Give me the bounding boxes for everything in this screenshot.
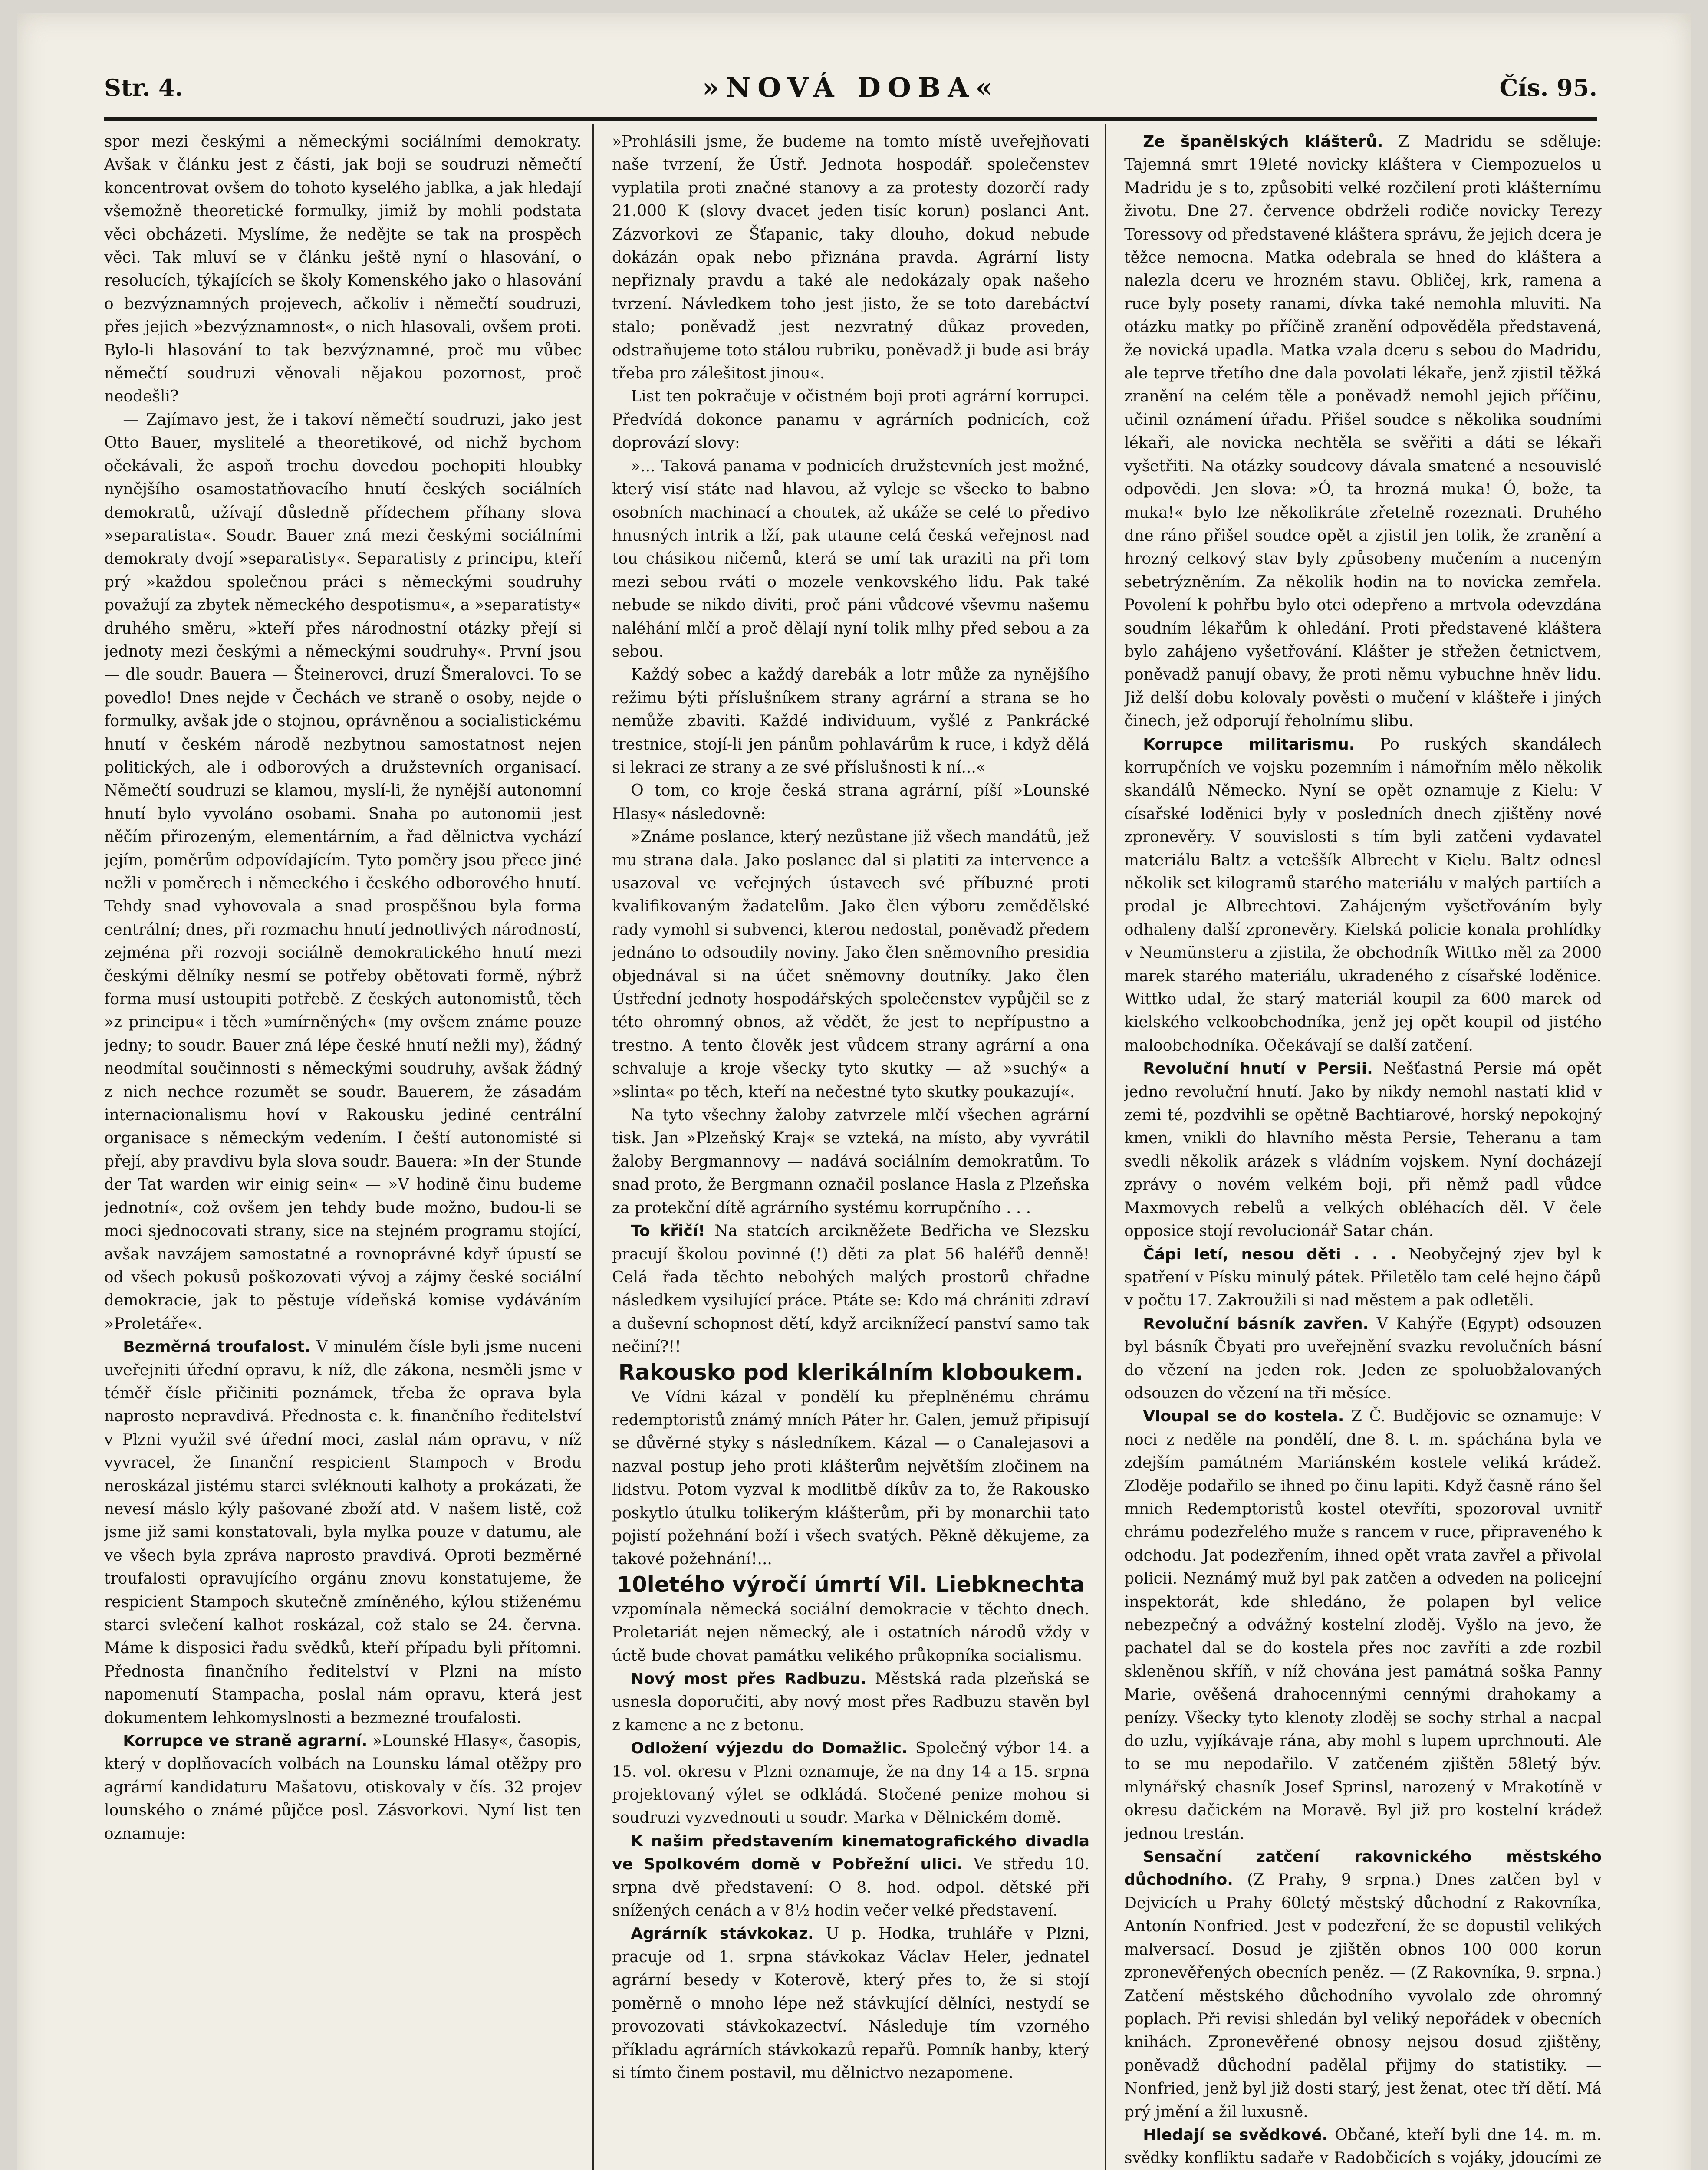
article-paragraph: List ten pokračuje v očistném boji proti agrární korrupci. Předvídá dokonce panamu v agrárních podnicích, což doprovází slovy: bbox=[612, 388, 1089, 452]
article-text: Z Madridu se sděluje: Tajemná smrt 19leté novicky kláštera v Ciempozuelos u Madridu je s to, způsobiti velké rozčilení proti klášternímu životu. Dne 27. července obdrželi rodiče novicky Terezy Toressovy od představené kláštera správu, že jejich dcera je těžce nemocna. Matka odebrala se hned do kláštera a nalezla dceru ve hrozném stavu. Obličej, krk, ramena a ruce byly posety ranami, dívka také nemohla mluviti. Na otázku matky po příčině zranění odpověděla představená, že novická upadla. Matka vzala dceru s sebou do Madridu, ale teprve třetího dne dala povolati lékaře, jenž zjistil těžká zranění na celém těle a poněvadž nemohl jejich příčinu, učinil oznámení úřadu. Přišel soudce s několika soudními lékaři, ale novicka nechtěla se svěřiti a dáti se lékaři vyšetřiti. Na otázky soudcovy dávala smatené a nesouvislé odpovědi. Jen slova: »Ó, ta hrozná muka! Ó, bože, ta muka!« bylo lze několikráte zřetelně rozeznati. Druhého dne ráno přišel soudce opět a zjistil jen tolik, že zranění a hrozný celkový stav byly způsobeny mučením a nuceným sebetrýzněním. Za několik hodin na to novicka zemřela. Povolení k pohřbu bylo otci odepřeno a mrtvola odevzdána soudním lékařům k ohledání. Proti představené kláštera bylo zahájeno vyšetřování. Klášter je střežen četnictvem, poněvadž panují obavy, že proti němu vybuchne hněv lidu. Již delší dobu kolovaly pověsti o mučení v klášteře i jiných činech, jež odporují řeholnímu slibu. bbox=[1124, 133, 1602, 730]
article-heading: To křičí! bbox=[631, 1222, 705, 1240]
article-heading: Revoluční hnutí v Persii. bbox=[1143, 1060, 1373, 1078]
article-text: Městská rada plzeňská se usnesla doporučiti, aby nový most přes Radbuzu stavěn byl z kamene a ne z betonu. bbox=[612, 1670, 1089, 1734]
article-paragraph: vzpomínala německá sociální demokracie v těchto dnech. Proletariát nejen německý, ale i ostatních národů vždy v úctě bude chovat památku velikého průkopníka socialismu. bbox=[612, 1600, 1089, 1665]
article-heading: Bezměrná troufalost. bbox=[123, 1338, 311, 1356]
column-1 bbox=[104, 130, 582, 2170]
article-heading: Korrupce militarismu. bbox=[1143, 735, 1355, 753]
column-2 bbox=[612, 130, 1089, 2170]
column-divider bbox=[1105, 124, 1106, 2170]
article-heading: Čápi letí, nesou děti . . . bbox=[1143, 1245, 1396, 1263]
article-text: Neobyčejný zjev byl k spatření v Písku minulý pátek. Přiletělo tam celé hejno čápů v počtu 17. Zakroužili si nad městem a pak odletěli. bbox=[1124, 1245, 1602, 1310]
article-heading: 10letého výročí úmrtí Vil. Liebknechta bbox=[617, 1572, 1085, 1597]
article-text: Nešťastná Persie má opět jedno revoluční hnutí. Jako by nikdy nemohl nastati klid v zemi té, pozdvihli se opětně Bachtiarové, horský nepokojný kmen, vnikli do hlavního města Persie, Teheranu a tam svedli několik arázek s vládním vojskem. Nyní docházejí zprávy o novém velkém boji, při němž padl vůdce Maxmovych rebelů a velkých obléhacích děl. V čele opposice stojí revolucionář Satar chán. bbox=[1124, 1060, 1602, 1240]
article-heading: Hledají se svědkové. bbox=[1143, 2126, 1328, 2144]
newspaper-title: »NOVÁ DOBA« bbox=[702, 72, 1000, 103]
article-paragraph: »Prohlásili jsme, že budeme na tomto místě uveřejňovati naše tvrzení, že Ústř. Jednota hospodář. společenstev vyplatila proti značné stanovy a za protesty dozorčí rady 21.000 K (slovy dvacet jeden tisíc korun) poslanci Ant. Zázvorkovi ze Šťapanic, taky dlouho, dokud nebude dokázán opak nebo přiznána pravda. Agrární listy nepřiznaly pravdu a také ale nedokázaly opak našeho tvrzení. Návledkem toho jest jisto, že se toto darebáctví stalo; poněvadž jest nezvratný důkaz proveden, odstraňujeme toto stálou rubriku, poněvadž ji bude asi bráy třeba pro zálešitost jinou«. bbox=[612, 133, 1089, 383]
article-paragraph: Na tyto všechny žaloby zatvrzele mlčí všechen agrární tisk. Jan »Plzeňský Kraj« se vzteká, na místo, aby vyvrátil žaloby Bergmannovy — nadává sociálním demokratům. To snad proto, že Bergmann označil poslance Hasla z Plzeňska za protekční dítě agrárního systému korrupčního . . . bbox=[612, 1106, 1089, 1217]
article-heading: K našim představením kinematografického divadla ve Spolkovém domě v Pobřežní ulici. bbox=[612, 1832, 1089, 1874]
article-text: Na statcích arcikněžete Bedřicha ve Slezsku pracují školou povinné (!) děti za plat 56 haléřů denně! Celá řada těchto nebohých malých prostorů chřadne následkem vysilující práce. Ptáte se: Kdo má chrániti zdraví a duševní schopnost dětí, když arciknížecí panství samo tak nečiní?!! bbox=[612, 1222, 1089, 1356]
article-paragraph: O tom, co kroje česká strana agrární, píší »Lounské Hlasy« následovně: bbox=[612, 782, 1089, 823]
article-text: Společný výbor 14. a 15. vol. okresu v Plzni oznamuje, že na dny 14 a 15. srpna projektovaný výlet se odkládá. Stočené penize mohou si soudruzi vyzvednouti u soudr. Marka v Dělnickém domě. bbox=[612, 1739, 1089, 1827]
article-paragraph: »Známe poslance, který nezůstane již všech mandátů, jež mu strana dala. Jako poslanec dal si platiti za intervence a usazoval ve veřejných ústavech své příbuzné proti kvalifikovaným žadatelům. Jako člen výboru zemědělské rady vymohl si subvenci, kterou nedostal, poněvadž předem jednáno to odsoudily noviny. Jako člen sněmovního presidia objednával si na účet sněmovny doutníky. Jako člen Ústřední jednoty hospodářských společenstev vypůjčil se z této ohromný obnos, až vědět, že jest to nepřípustno a trestno. A tento člověk jest vůdcem strany agrární a ona schvaluje a kroje všecky tyto skutky — až »suchý« a »slinta« po těch, kteří na nečestné tyto skutky poukazují«. bbox=[612, 828, 1089, 1101]
article-paragraph: Ve Vídni kázal v pondělí ku přeplněnému chrámu redemptoristů známý mních Páter hr. Galen, jemuž připisují se důvěrné styky s následníkem. Kázal — o Canalejasovi a nazval postup jeho proti klášterům největším zločinem na lidstvu. Potom vyzval k modlitbě díkův za to, že Rakousko poskytlo útulku tolikerým klášterům, při by monarchii tato pojistí požehnání boží i všech svatých. Pěkně děkujeme, za takové požehnání!... bbox=[612, 1388, 1089, 1568]
article-paragraph: Každý sobec a každý darebák a lotr může za nynějšího režimu býti příslušníkem strany agrární a strana se ho nemůže zbaviti. Každé individuum, vyšlé z Pankrácké trestnice, stojí-li jen pánům pohlavárům k ruce, i když dělá si lekraci ze strany a ze své příslušnosti k ní...« bbox=[612, 666, 1089, 776]
article-heading: Vloupal se do kostela. bbox=[1143, 1407, 1344, 1426]
article-heading: Korrupce ve straně agrarní. bbox=[123, 1732, 368, 1750]
article-text: Občané, kteří byli dne 14. m. m. svědky konfliktu sadaře v Radobčicích s vojáky, jdoucími ze bbox=[1124, 2126, 1602, 2167]
newspaper-page bbox=[17, 13, 1691, 2170]
article-paragraph: spor mezi českými a německými sociálními demokraty. Avšak v článku jest z části, jak boji se soudruzi němečtí koncentrovat ovšem do tohoto kyselého jablka, a jak hledají všemožně theoretické formulky, jimiž by mohli podstata věci obcházeti. Myslíme, že nedějte se tak na prospěch věci. Tak mluví se v článku ještě nyní o hlasování, o resolucích, týkajících se školy Komenského jako o hlasování o bezvýznamných projevech, ačkoliv i němečtí soudruzi, přes jejich »bezvýznamnost«, o nich hlasovali, ovšem proti. Bylo-li hlasování to tak bezvýznamné, proč mu vůbec němečtí soudruzi věnovali nějakou pozornost, proč neodešli? bbox=[104, 133, 582, 406]
column-3 bbox=[1124, 130, 1602, 2170]
article-paragraph: — Zajímavo jest, že i takoví němečtí soudruzi, jako jest Otto Bauer, myslitelé a theoretikové, od nichž bychom očekávali, že aspoň trochu dovedou pochopiti hloubky nynějšího osamostatňovacího hnutí českých sociálních demokratů, užívají důsledně přídechem příhany slova »separatista«. Soudr. Bauer zná mezi českými sociálními demokraty dvojí »separatisty«. Separatisty z principu, kteří prý »každou společnou práci s německými soudruhy považují za zbytek německého despotismu«, a »separatisty« druhého směru, »kteří přes národnostní otázky přejí si jednoty mezi českými a německými soudruhy«. První jsou — dle soudr. Bauera — Šteinerovci, druzí Šmeralovci. To se povedlo! Dnes nejde v Čechách ve straně o osoby, nejde o formulky, avšak jde o stojnou, oprávněnou a socialistickému hnutí v českém národě nezbytnou samostatnost nejen politických, ale i odborových a družstevních organisací. Němečtí soudruzi se klamou, myslí-li, že nynější autonomní hnutí bylo vyvoláno osobami. Snaha po autonomii jest něčím přirozeným, elementárním, a řad dělnictva vychází jejím, poměrům odpovídajícím. Tyto poměry jsou přece jiné nežli v poměrech i německého i českého odborového hnutí. Tehdy snad vyhovovala a snad prospěšnou byla forma centrální; dnes, při rozmachu hnutí jednotlivých národností, zejména při rozvoji sociálně demokratického hnutí mezi českými dělníky nesmí se potřeby obětovati formě, nýbrž forma musí ustoupiti potřebě. Z českých autonomistů, těch »z principu« i těch »umírněných« (my ovšem známe pouze jedny; to soudr. Bauer zná lépe české hnutí nežli my), žádný neodmítal součinnosti s německými soudruhy, avšak žádný z nich nechce rozumět se soudr. Bauerem, že zásadám internacionalismu hoví v Rakousku jediné centrální organisace s německým vedením. I čeští autonomisté si přejí, aby pravdivu byla slova soudr. Bauera: »In der Stunde der Tat warden wir einig sein« — »V hodině činu budeme jednotní«, což ovšem jen tehdy bude možno, budou-li se moci sjednocovati strany, sice na stejném programu stojící, avšak navzájem samostatné a rovnoprávné kdyř úpustí se od všech pokusů poškozovati vývoj a zájmy české sociální demokracie, jak to pěstuje vídeňská komise vydáváním »Proletáře«. bbox=[104, 411, 582, 1333]
page-header bbox=[104, 65, 1597, 113]
article-text: Ve středu 10. srpna dvě představení: O 8. hod. odpol. dětské při snížených cenách a v 8½ hodin večer velké představení. bbox=[612, 1855, 1089, 1920]
article-heading: Ze španělských klášterů. bbox=[1143, 133, 1383, 151]
article-text: Z Č. Budějovic se oznamuje: V noci z neděle na pondělí, dne 8. t. m. spáchána byla ve zdejším památném Mariánském kostele veliká krádež. Zloděje podařilo se ihned po činu lapiti. Když časně ráno šel mnich Redemptoristů kostel otevříti, spozoroval uvnitř chrámu podezřelého muže s rancem v ruce, připraveného k odchodu. Jat podezřením, ihned opět vrata zavřel a přivolal policii. Neznámý muž byl pak zatčen a odveden na policejní inspektorát, kde shledáno, že polapen byl velice nebezpečný a odvážný kostelní zloděj. Vyšlo na jevo, že pachatel dal se do kostela přes noc zavříti a zde rozbil skleněnou skříň, v níž chována jest památná soška Panny Marie, ověšená drahocennými cennými drahokamy a penízy. Všecky tyto klenoty zloděj se sochy strhal a nacpal do uzlu, vyjíkávaje rána, aby mohl s lupem uprchnouti. Ale to se mu nepodařilo. V zatčeném zjištěn 58letý býv. mlynářský chasník Josef Sprinsl, narozený v Mrakotíně v okresu dačickém na Moravě. Byl již pro kostelní krádež jednou trestán. bbox=[1124, 1407, 1602, 1843]
header-rule bbox=[104, 117, 1597, 121]
article-heading: Nový most přes Radbuzu. bbox=[631, 1670, 867, 1688]
article-heading: Sensační zatčení rakovnického městského důchodního. bbox=[1124, 1848, 1602, 1889]
article-text: Po ruských skandálech korrupčních ve vojsku pozemním i námořním mělo několik skandálů Německo. Nyní se opět oznamuje z Kielu: V císařské loděnici byly v posledních dnech zjištěny nové zpronevěry. V souvislosti s tím byli zatčeni vydavatel materiálu Baltz a veteššík Albrecht v Kielu. Baltz odnesl několik set kilogramů starého materiálu v malých partiích a prodal je Albrechtovi. Zahájeným vyšetřováním byly odhaleny další zpronevěry. Kielská policie konala prohlídky v Neumünsteru a zjistila, že obchodník Wittko měl za 2000 marek starého materiálu, ukradeného z císařské loděnice. Wittko udal, že starý materiál koupil za 600 marek od kielského velkoobchodníka, jenž jej opět koupil od jistého maloobchodníka. Očekávají se další zatčení. bbox=[1124, 735, 1602, 1055]
article-heading: Agrárník stávkokaz. bbox=[631, 1925, 814, 1943]
column-divider bbox=[592, 124, 594, 2170]
article-text: U p. Hodka, truhláře v Plzni, pracuje od 1. srpna stávkokaz Václav Heler, jednatel agrární besedy v Koterově, který přes to, že si stojí poměrně o mnoho lépe než stávkující dělníci, nestydí se provozovati stávkokazectví. Následuje tím vzorného příkladu agrárních stávkokazů repařů. Pomník hanby, který si tímto činem postavil, mu dělnictvo nezapomene. bbox=[612, 1925, 1089, 2082]
article-heading: Odložení výjezdu do Domažlic. bbox=[631, 1739, 908, 1758]
article-text: V Kahýře (Egypt) odsouzen byl básník Čbyati pro uveřejnění svazku revolučních básní do vězení na jeden rok. Jeden ze spoluobžalovaných odsouzen do vězení na tři měsíce. bbox=[1124, 1315, 1602, 1402]
page-number-left: Str. 4. bbox=[104, 74, 183, 102]
article-text: V minulém čísle byli jsme nuceni uveřejniti úřední opravu, k níž, dle zákona, nesměli jsme v téměř čísle přičiniti poznámek, třeba že oprava byla naprosto nepravdivá. Přednosta c. k. finančního ředitelství v Plzni využil své úřední moci, zaslal nám opravu, v níž vyvracel, že finanční respicient Stampoch v Brodu neroskázal jistému starci svléknouti kalhoty a prokázati, že nevesí máslo kýly pašované zboží atd. V našem listě, což jsme již sami konstatovali, byla mylka pouze v datumu, ale ve všech byla zpráva naprosto pravdivá. Oproti bezměrné troufalosti opravujícího orgánu znovu konstatujeme, že respicient Stampoch skutečně zmíněného, kýlou stiženému starci svlečení kalhot roskázal, což stalo se 24. června. Máme k disposici řadu svědků, kteří případu byli přítomni. Přednosta finančního ředitelství v Plzni na místo napomenutí Stampacha, poslal nám opravu, která jest dokumentem lehkomyslnosti a bezmezné troufalosti. bbox=[104, 1338, 582, 1727]
article-text: (Z Prahy, 9 srpna.) Dnes zatčen byl v Dejvicích u Prahy 60letý městský důchodní z Rakovníka, Antonín Nonfried. Jest v podezření, že se dopustil velikých malversací. Dosud je zjištěn obnos 100 000 korun zpronevěřených obecních peněz. — (Z Rakovníka, 9. srpna.) Zatčení městského důchodního vyvolalo zde ohromný poplach. Při revisi shledán byl veliký nepořádek v obecních knihách. Zpronevěřené obnosy nejsou dosud zjištěny, poněvadž důchodní padělal přijmy do statistiky. — Nonfried, jenž byl již dosti starý, jest ženat, otec tří dětí. Má prý jmění a žil luxusně. bbox=[1124, 1871, 1602, 2121]
article-heading: Rakousko pod klerikálním kloboukem. bbox=[618, 1359, 1083, 1385]
article-text: »Lounské Hlasy«, časopis, který v doplňovacích volbách na Lounsku lámal otěžpy pro agrární kandidaturu Mašatovu, otiskovaly v čís. 32 projev lounského o známé půjčce posl. Zásvorkovi. Nyní list ten oznamuje: bbox=[104, 1732, 582, 1843]
issue-number: Čís. 95. bbox=[1499, 74, 1597, 102]
article-paragraph: »... Taková panama v podnicích družstevních jest možné, který visí státe nad hlavou, až vyleje se všecko to babno osobních machinací a choutek, až ukáže se celé to předivo hnusných intrik a lží, pak utaune celá česká veřejnost nad tou chásikou ničemů, která se umí tak uraziti na při tom mezi sebou rváti o mozele venkovského lidu. Pak také nebude se nikdo diviti, proč páni vůdcové vševmu našemu naléhání mlčí a proč dělají nyní tolik mlhy před sebou a za sebou. bbox=[612, 457, 1089, 661]
article-heading: Revoluční básník zavřen. bbox=[1143, 1315, 1369, 1333]
